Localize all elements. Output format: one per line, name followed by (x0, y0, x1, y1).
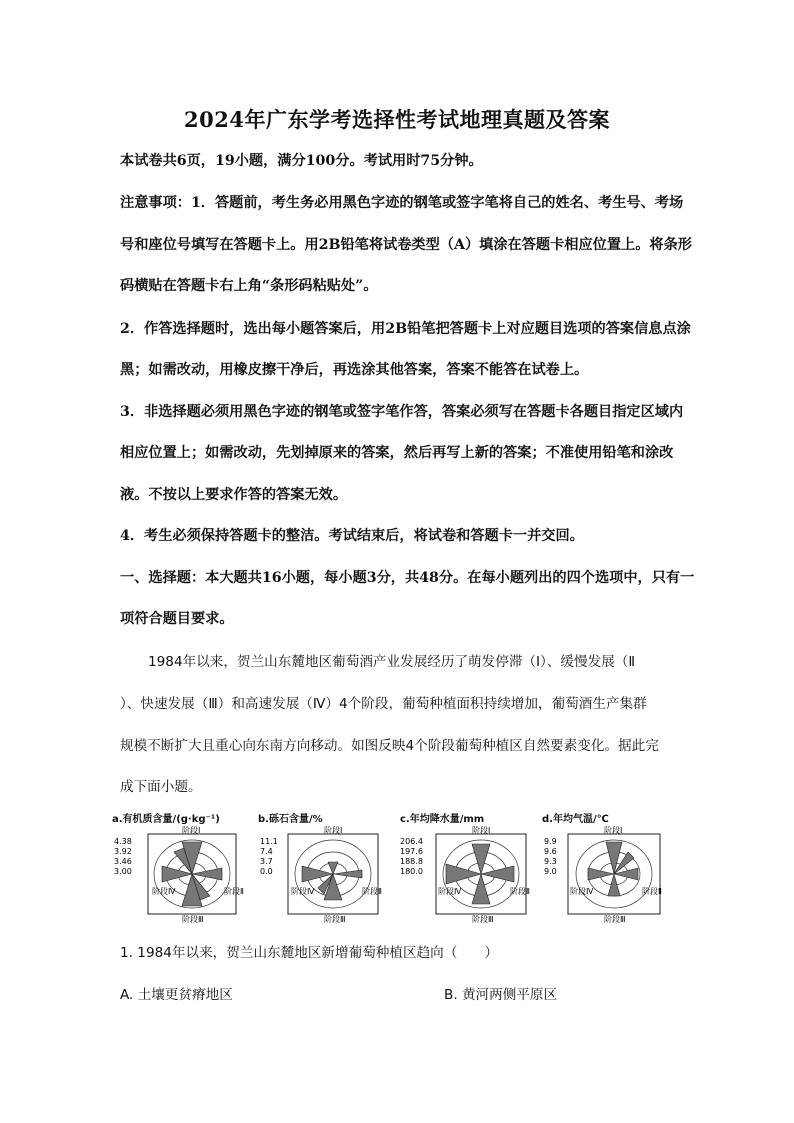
figure-caption: b.砾石含量/% (258, 814, 323, 825)
notice-line-4: 2．作答选择题时，选出每小题答案后，用2B铅笔把答题卡上对应题目选项的答案信息点涂 (120, 321, 691, 337)
figure-temperature (542, 806, 682, 922)
passage-line-3: 规模不断扩大且重心向东南方向移动。如图反映4个阶段葡萄种植区自然要素变化。据此完 (120, 738, 659, 754)
axis-label-top: 阶段Ⅰ (324, 826, 343, 835)
axis-label-bottom: 阶段Ⅲ (604, 915, 626, 924)
notice-line-8: 液。不按以上要求作答的答案无效。 (120, 487, 348, 503)
tick-label: 3.00 (114, 867, 132, 876)
section-heading-line-1: 一、选择题：本大题共16小题，每小题3分，共48分。在每小题列出的四个选项中，只有一 (120, 570, 695, 586)
figure-gravel (258, 806, 398, 922)
rose-diagram (258, 824, 398, 924)
section-heading-line-2: 项符合题目要求。 (120, 611, 234, 627)
notice-line-1: 注意事项：1．答题前，考生务必用黑色字迹的钢笔或签字笔将自己的姓名、考生号、考场 (120, 195, 684, 211)
axis-label-bottom: 阶段Ⅲ (182, 915, 204, 924)
question-1-option-b[interactable]: B. 黄河两侧平原区 (444, 987, 558, 1003)
axis-label-left: 阶段Ⅳ (291, 887, 315, 896)
tick-label: 188.8 (400, 857, 423, 866)
axis-label-right: 阶段Ⅱ (510, 887, 530, 896)
tick-label: 197.6 (400, 847, 423, 856)
axis-label-left: 阶段Ⅳ (438, 887, 462, 896)
intro-text: 本试卷共6页，19小题，满分100分。考试用时75分钟。 (120, 153, 483, 169)
axis-label-left: 阶段Ⅳ (152, 887, 176, 896)
figure-caption: d.年均气温/℃ (542, 814, 609, 825)
tick-label: 9.0 (544, 867, 557, 876)
axis-label-right: 阶段Ⅱ (224, 887, 244, 896)
rose-diagram (542, 824, 682, 924)
tick-label: 3.7 (260, 857, 273, 866)
rose-figures (112, 806, 692, 926)
tick-label: 0.0 (260, 867, 273, 876)
passage-line-2: ）、快速发展（Ⅲ）和高速发展（Ⅳ）4个阶段，葡萄种植面积持续增加，葡萄酒生产集群 (120, 696, 647, 712)
rose-diagram (112, 824, 252, 924)
tick-label: 206.4 (400, 837, 423, 846)
tick-label: 3.92 (114, 847, 132, 856)
page-title: 2024年广东学考选择性考试地理真题及答案 (184, 107, 610, 132)
rose-petals (162, 842, 222, 906)
tick-label: 7.4 (260, 847, 273, 856)
notice-line-2: 号和座位号填写在答题卡上。用2B铅笔将试卷类型（A）填涂在答题卡相应位置上。将条形 (120, 237, 692, 253)
figure-caption: a.有机质含量/(g·kg⁻¹) (112, 814, 220, 825)
notice-line-6: 3．非选择题必须用黑色字迹的钢笔或签字笔作答，答案必须写在答题卡各题目指定区域内 (120, 404, 684, 420)
passage-line-4: 成下面小题。 (120, 779, 202, 795)
tick-label: 9.6 (544, 847, 557, 856)
tick-label: 4.38 (114, 837, 132, 846)
rose-diagram (400, 824, 540, 924)
axis-label-right: 阶段Ⅱ (642, 887, 662, 896)
notice-line-5: 黑；如需改动，用橡皮擦干净后，再选涂其他答案，答案不能答在试卷上。 (120, 362, 589, 378)
notice-line-3: 码横贴在答题卡右上角“条形码粘贴处”。 (120, 278, 378, 294)
question-1-option-a[interactable]: A. 土壤更贫瘠地区 (120, 987, 233, 1003)
tick-label: 11.1 (260, 837, 278, 846)
passage-line-1: 1984年以来，贺兰山东麓地区葡萄酒产业发展经历了萌发停滞（Ⅰ）、缓慢发展（Ⅱ (148, 654, 636, 670)
question-1-stem: 1. 1984年以来，贺兰山东麓地区新增葡萄种植区趋向（ ） (120, 945, 499, 961)
notice-line-7: 相应位置上；如需改动，先划掉原来的答案，然后再写上新的答案；不准使用铅笔和涂改 (120, 445, 674, 461)
notice-line-9: 4．考生必须保持答题卡的整洁。考试结束后，将试卷和答题卡一并交回。 (120, 528, 584, 544)
tick-label: 9.3 (544, 857, 557, 866)
axis-label-right: 阶段Ⅱ (362, 887, 382, 896)
tick-label: 180.0 (400, 867, 423, 876)
axis-label-bottom: 阶段Ⅲ (324, 915, 346, 924)
axis-label-top: 阶段Ⅰ (472, 826, 491, 835)
rose-petals (588, 842, 638, 896)
axis-label-top: 阶段Ⅰ (182, 826, 201, 835)
figure-precipitation (400, 806, 540, 922)
tick-label: 3.46 (114, 857, 132, 866)
figure-caption: c.年均降水量/mm (400, 814, 485, 825)
figure-organic-matter (112, 806, 252, 922)
axis-label-left: 阶段Ⅳ (570, 887, 594, 896)
axis-label-top: 阶段Ⅰ (604, 826, 623, 835)
axis-label-bottom: 阶段Ⅲ (472, 915, 494, 924)
tick-label: 9.9 (544, 837, 557, 846)
